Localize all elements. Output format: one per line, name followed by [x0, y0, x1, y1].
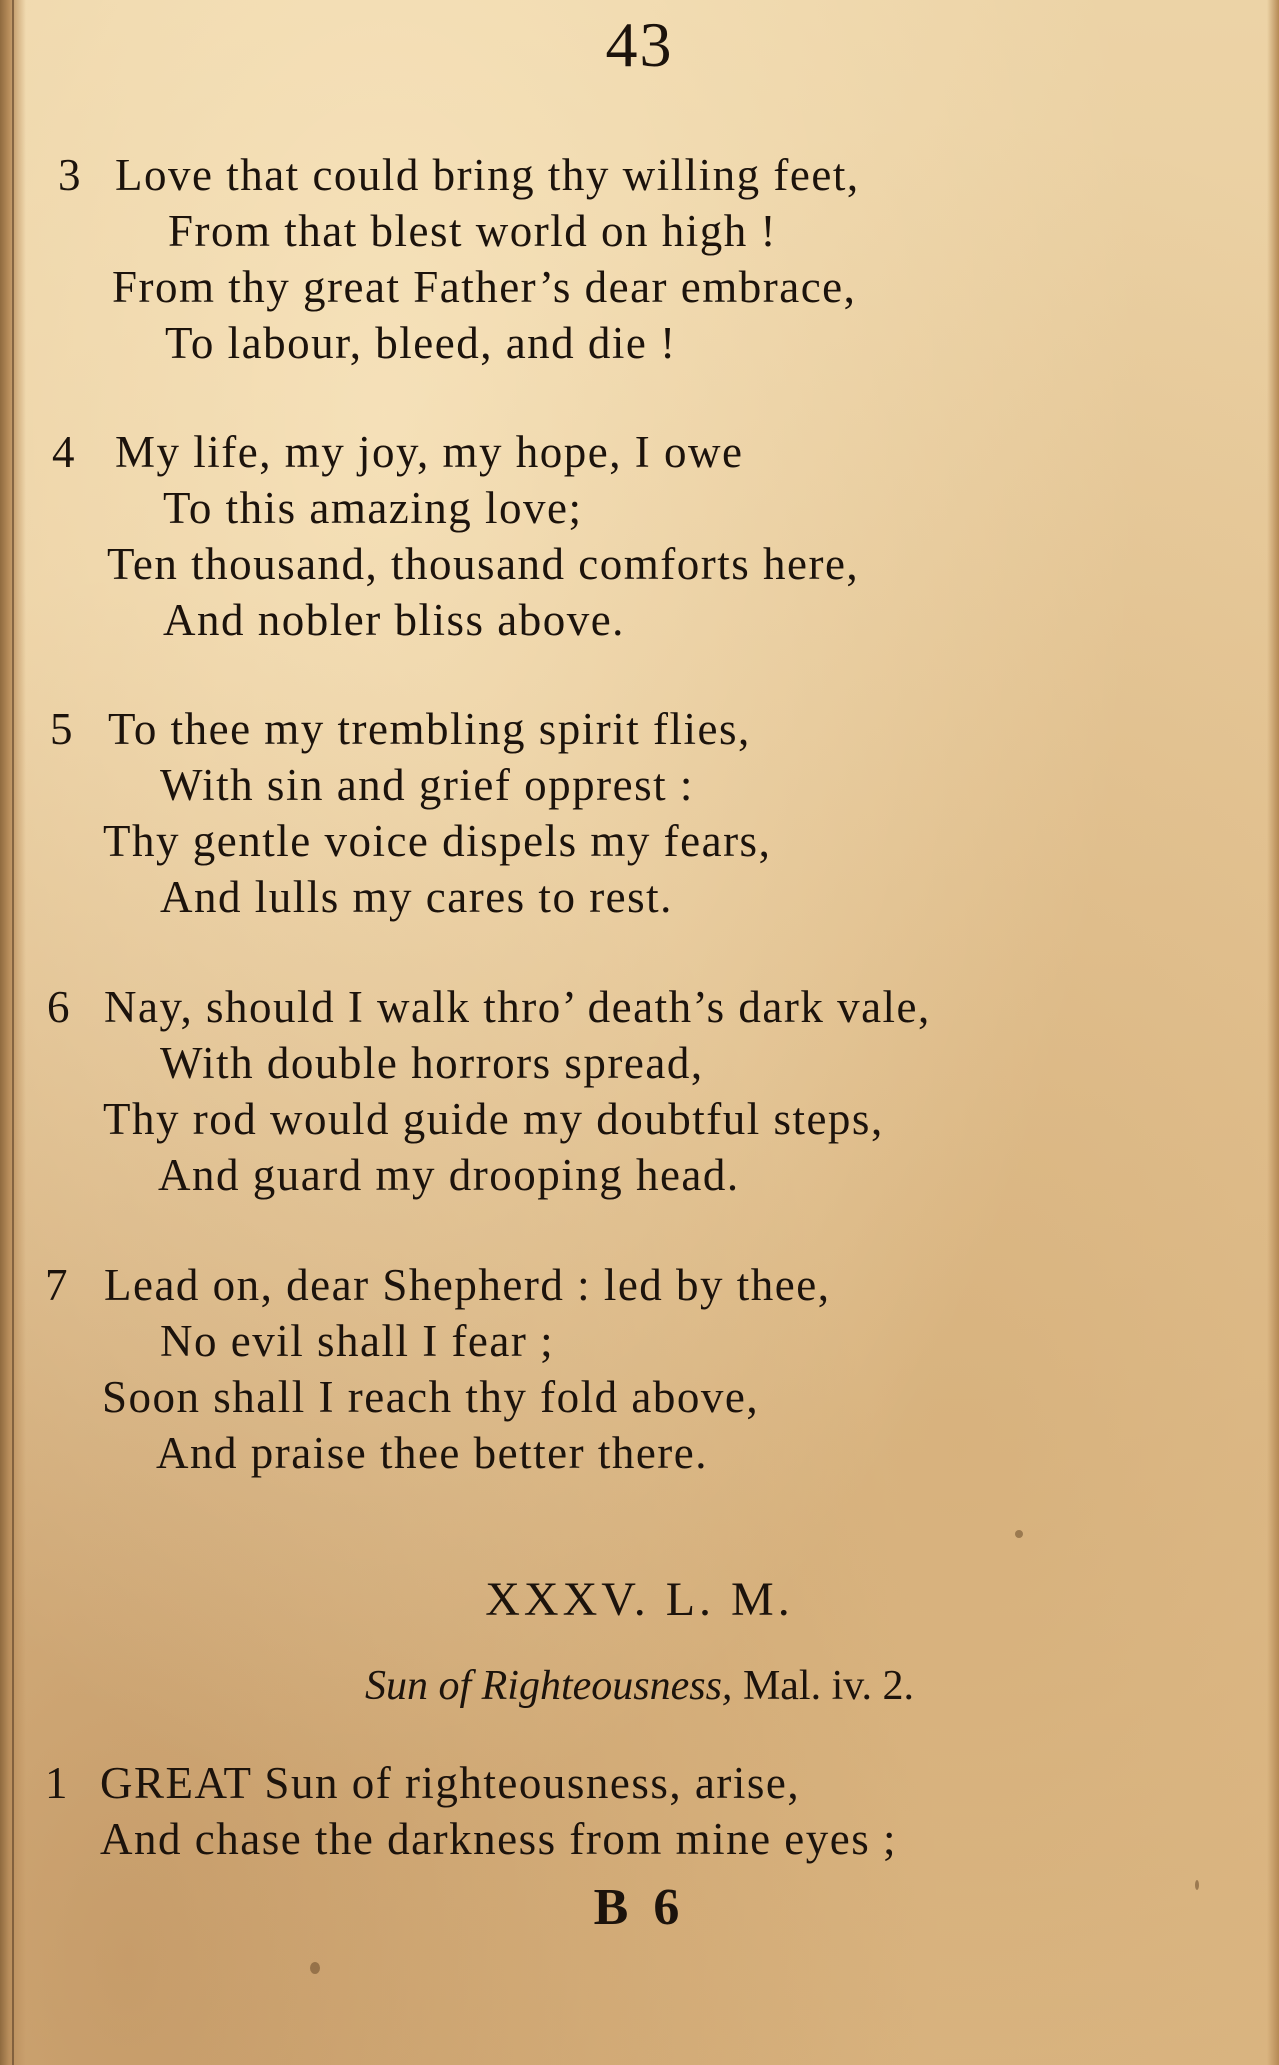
- verse-line: From thy great Father’s dear embrace,: [112, 262, 857, 312]
- stanza-number: 3: [58, 150, 81, 200]
- page-edge: [1267, 0, 1279, 2065]
- subtitle-title: Sun of Righteousness,: [364, 1663, 733, 1709]
- verse-line: To labour, bleed, and die !: [165, 318, 677, 368]
- verse-line: To thee my trembling spirit flies,: [108, 704, 751, 754]
- page-number: 43: [605, 9, 674, 80]
- verse-line: My life, my joy, my hope, I owe: [115, 427, 744, 477]
- verse-line: And lulls my cares to rest.: [160, 872, 673, 922]
- verse-line: And praise thee better there.: [156, 1428, 709, 1478]
- verse-line: Ten thousand, thousand comforts here,: [107, 539, 860, 589]
- paper-spot: [1195, 1880, 1199, 1890]
- stanza-number: 1: [45, 1758, 68, 1808]
- verse-line: No evil shall I fear ;: [160, 1316, 555, 1366]
- hymn-subtitle: [0, 1662, 1279, 1710]
- stanza-number: 7: [45, 1260, 68, 1310]
- verse-line: Thy rod would guide my doubtful steps,: [103, 1094, 884, 1144]
- paper-spot: [310, 1962, 320, 1974]
- verse-line: Lead on, dear Shepherd : led by thee,: [104, 1260, 831, 1310]
- verse-line: And chase the darkness from mine eyes ;: [100, 1814, 898, 1864]
- verse-line: From that blest world on high !: [168, 206, 777, 256]
- stanza-number: 4: [52, 427, 75, 477]
- hymn-heading: XXXV. L. M.: [485, 1573, 794, 1626]
- paper-spot: [1015, 1530, 1023, 1538]
- verse-line: GREAT Sun of righteousness, arise,: [100, 1758, 801, 1808]
- verse-line: Soon shall I reach thy fold above,: [102, 1372, 760, 1422]
- verse-line: With sin and grief opprest :: [160, 760, 694, 810]
- signature-mark: B 6: [593, 1879, 686, 1936]
- stanza-number: 5: [50, 704, 73, 754]
- subtitle-reference: Mal. iv. 2.: [742, 1663, 915, 1709]
- verse-line: To this amazing love;: [163, 483, 583, 533]
- verse-line: And nobler bliss above.: [163, 595, 625, 645]
- verse-line: Love that could bring thy willing feet,: [115, 150, 860, 200]
- verse-line: With double horrors spread,: [160, 1038, 704, 1088]
- stanza-number: 6: [47, 982, 70, 1032]
- verse-line: Nay, should I walk thro’ death’s dark vale,: [104, 982, 931, 1032]
- verse-line: Thy gentle voice dispels my fears,: [103, 816, 772, 866]
- verse-line: And guard my drooping head.: [158, 1150, 740, 1200]
